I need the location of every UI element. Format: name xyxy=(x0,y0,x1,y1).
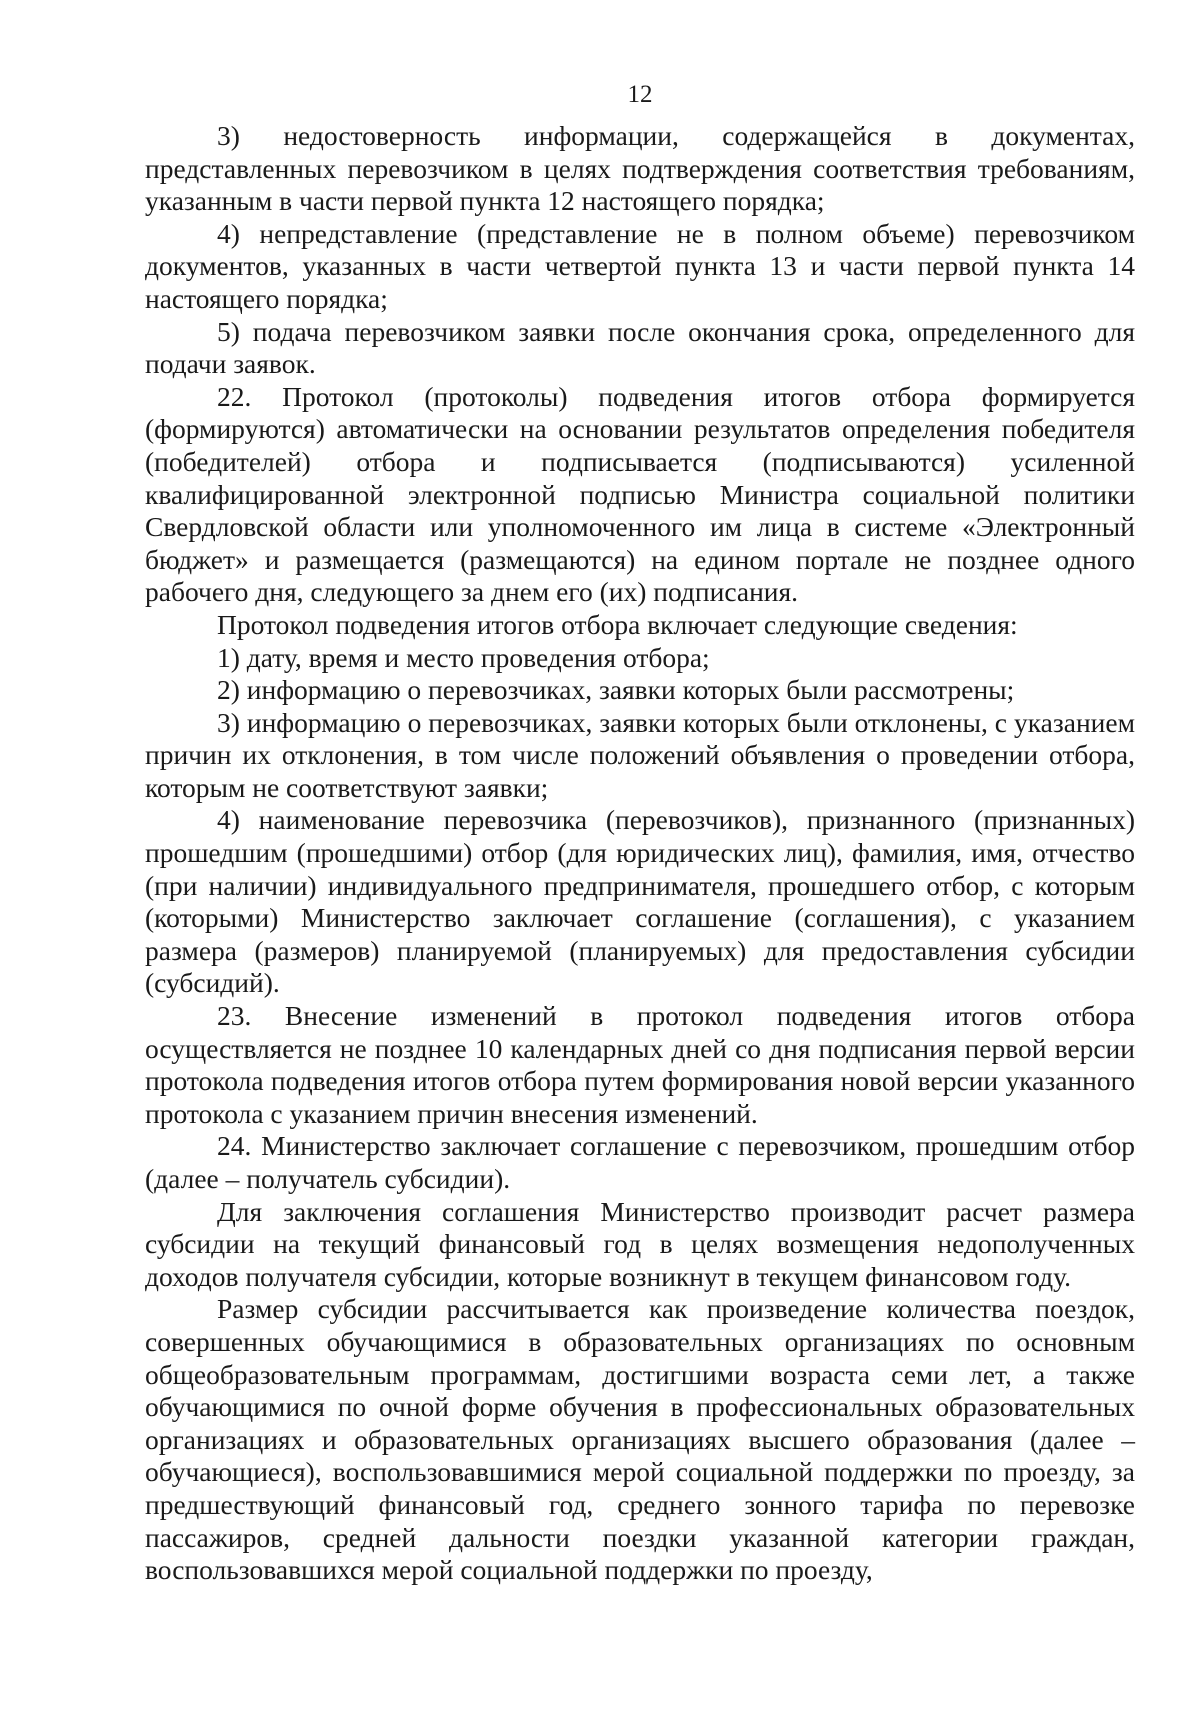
paragraph-contents-1-date: 1) дату, время и место проведения отбора; xyxy=(217,641,710,673)
paragraph-item-22-protocol: 22. Протокол (протоколы) подведения итогов отбора формируется (формируются) автоматически на основании результатов определения победителя (победителей) отбора и подписывается (подписываются) усиленной квалифицированной электронной подписью Министра социальной политики Свердловской области или уполномоченного им лица в системе «Электронный бюджет» и размещается (размещаются) на едином портале не позднее одного рабочего дня, следующего за днем его (их) подписания. xyxy=(145,380,1135,608)
paragraph-clause-4-nonsubmission: 4) непредставление (представление не в полном объеме) перевозчиком документов, указанных в части четвертой пункта 13 и части первой пункта 14 настоящего порядка; xyxy=(145,217,1135,314)
paragraph-contents-2-reviewed: 2) информацию о перевозчиках, заявки которых были рассмотрены; xyxy=(217,674,1015,706)
paragraph-contents-4-winners: 4) наименование перевозчика (перевозчиков), признанного (признанных) прошедшим (прошедшими) отбор (для юридических лиц), фамилия, имя, отчество (при наличии) индивидуального предпринимателя, прошедшего отбор, с которым (которыми) Министерство заключает соглашение (соглашения), с указанием размера (размеров) планируемой (планируемых) для предоставления субсидии (субсидий). xyxy=(145,804,1135,999)
paragraph-item-24-agreement: 24. Министерство заключает соглашение с перевозчиком, прошедшим отбор (далее – получатель субсидии). xyxy=(145,1130,1135,1194)
document-body xyxy=(145,120,1135,1587)
paragraph-item-23-changes: 23. Внесение изменений в протокол подведения итогов отбора осуществляется не позднее 10 календарных дней со дня подписания первой версии протокола подведения итогов отбора путем формирования новой версии указанного протокола с указанием причин внесения изменений. xyxy=(145,1000,1135,1129)
paragraph-contents-3-rejected: 3) информацию о перевозчиках, заявки которых были отклонены, с указанием причин их отклонения, в том числе положений объявления о проведении отбора, которым не соответствуют заявки; xyxy=(145,706,1135,803)
paragraph-subsidy-calculation: Для заключения соглашения Министерство производит расчет размера субсидии на текущий финансовый год в целях возмещения недополученных доходов получателя субсидии, которые возникнут в текущем финансовом году. xyxy=(145,1195,1135,1292)
paragraph-subsidy-size-formula: Размер субсидии рассчитывается как произведение количества поездок, совершенных обучающимися в образовательных организациях по основным общеобразовательным программам, достигшими возраста семи лет, а также обучающимися по очной форме обучения в профессиональных образовательных организациях и образовательных организациях высшего образования (далее – обучающиеся), воспользовавшимися мерой социальной поддержки по проезду, за предшествующий финансовый год, среднего зонного тарифа по перевозке пассажиров, средней дальности поездки указанной категории граждан, воспользовавшихся мерой социальной поддержки по проезду, xyxy=(145,1293,1135,1586)
paragraph-clause-3-inaccuracy: 3) недостоверность информации, содержащейся в документах, представленных перевозчиком в целях подтверждения соответствия требованиям, указанным в части первой пункта 12 настоящего порядка; xyxy=(145,120,1135,217)
page-number: 12 xyxy=(627,81,653,108)
paragraph-protocol-contents-intro: Протокол подведения итогов отбора включает следующие сведения: xyxy=(217,608,1018,640)
paragraph-clause-5-late-submission: 5) подача перевозчиком заявки после окончания срока, определенного для подачи заявок. xyxy=(145,315,1135,380)
